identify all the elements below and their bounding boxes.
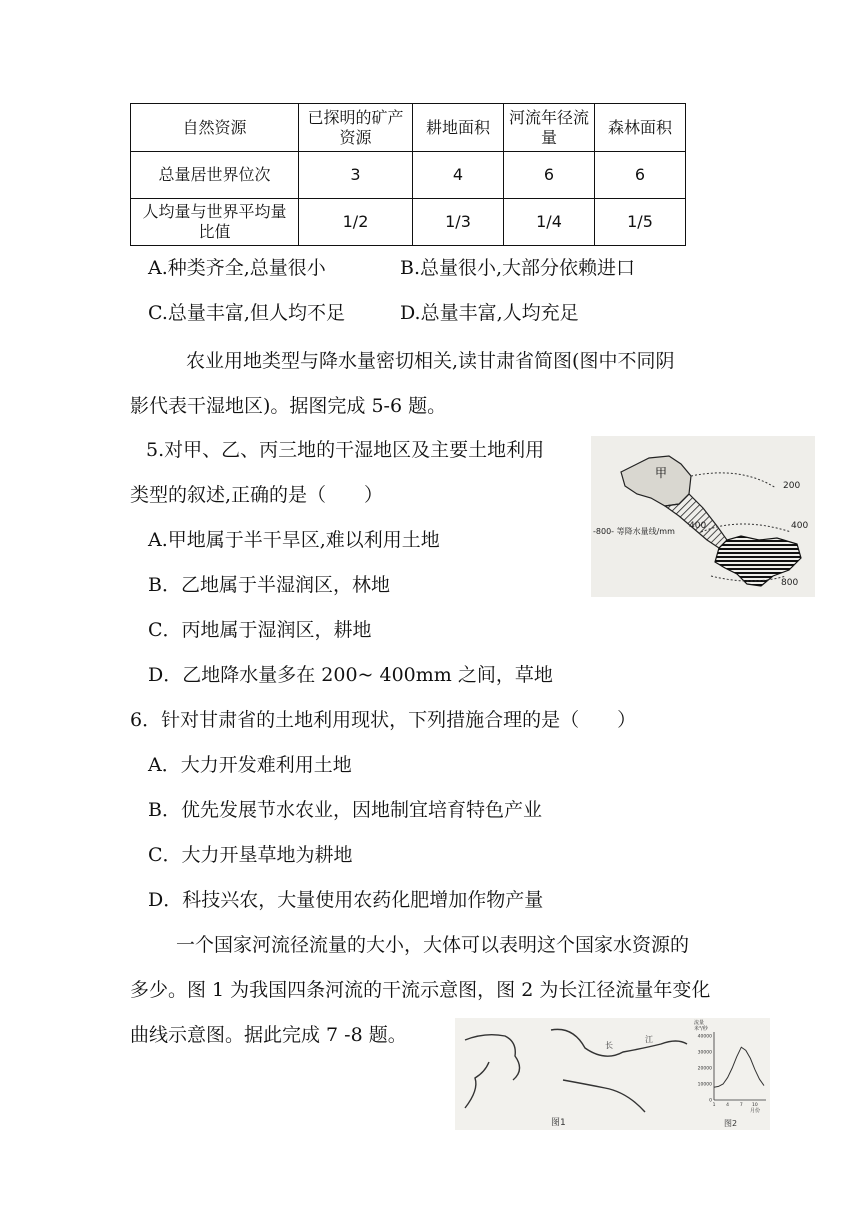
y-axis-label-line1: 流量 <box>694 1020 705 1026</box>
table-header-cell: 已探明的矿产资源 <box>299 104 413 152</box>
q5-stem-line2: 类型的叙述,正确的是（ ） <box>130 484 384 506</box>
y-tick-label: 40000 <box>697 1034 712 1040</box>
isohyet-label: 400 <box>791 521 809 531</box>
q5-stem-line1: 5.对甲、乙、丙三地的干湿地区及主要土地利用 <box>146 439 545 461</box>
q4-option-a: A.种类齐全,总量很小 <box>148 257 326 279</box>
x-tick-label: 4 <box>726 1103 730 1108</box>
x-tick-label: 7 <box>739 1103 743 1108</box>
river-label: 长 <box>605 1041 613 1050</box>
x-tick-label: 1 <box>712 1103 716 1108</box>
isohyet-label: 400 <box>689 521 707 531</box>
gansu-map <box>591 436 815 597</box>
q4-option-d: D.总量丰富,人均充足 <box>400 302 579 324</box>
runoff-series-line <box>714 1047 764 1087</box>
river-changjiang <box>551 1029 687 1056</box>
river-yarlung <box>563 1080 645 1112</box>
isohyet-200 <box>691 473 776 488</box>
table-cell: 1/5 <box>595 199 686 246</box>
y-tick-label: 0 <box>709 1098 712 1104</box>
river-heilongjiang <box>465 1035 520 1080</box>
intro-7-8-line1: 一个国家河流径流量的大小，大体可以表明这个国家水资源的 <box>176 934 690 956</box>
x-axis-label: 月份 <box>750 1108 761 1114</box>
q5-option-d: D．乙地降水量多在 200~ 400mm 之间，草地 <box>148 664 553 686</box>
table-header-cell: 耕地面积 <box>413 104 504 152</box>
intro-7-8-line2: 多少。图 1 为我国四条河流的干流示意图，图 2 为长江径流量年变化 <box>130 979 711 1001</box>
table-cell: 人均量与世界平均量比值 <box>131 199 299 246</box>
q6-stem: 6．针对甘肃省的土地利用现状，下列措施合理的是（ ） <box>130 709 637 731</box>
q4-option-c: C.总量丰富,但人均不足 <box>148 302 345 324</box>
q6-option-b: B．优先发展节水农业，因地制宜培育特色产业 <box>148 799 542 821</box>
table-cell: 总量居世界位次 <box>131 152 299 199</box>
y-axis-label-line2: 米³/秒 <box>694 1026 708 1032</box>
q6-option-a: A．大力开发难利用土地 <box>148 754 352 776</box>
fig1-caption: 图1 <box>551 1118 566 1128</box>
q5-option-a: A.甲地属于半干旱区,难以利用土地 <box>148 529 440 551</box>
table-cell: 1/3 <box>413 199 504 246</box>
intro-5-6-line2: 影代表干湿地区)。据图完成 5-6 题。 <box>130 395 447 417</box>
isohyet-label: 800 <box>781 578 799 588</box>
region-jia <box>621 456 691 506</box>
isohyet-label: 200 <box>783 481 801 491</box>
q6-option-d: D．科技兴农，大量使用农药化肥增加作物产量 <box>148 889 544 911</box>
fig2-caption: 图2 <box>724 1119 738 1128</box>
table-header-cell: 河流年径流量 <box>504 104 595 152</box>
table-cell: 1/2 <box>299 199 413 246</box>
table-cell: 4 <box>413 152 504 199</box>
q5-option-b: B．乙地属于半湿润区，林地 <box>148 574 390 596</box>
intro-7-8-line3: 曲线示意图。据此完成 7 -8 题。 <box>130 1024 407 1046</box>
y-tick-label: 20000 <box>697 1066 712 1072</box>
table-cell: 6 <box>504 152 595 199</box>
table-header-cell: 森林面积 <box>595 104 686 152</box>
river-songhua <box>465 1062 489 1108</box>
y-tick-label: 30000 <box>697 1050 712 1056</box>
river-label: 江 <box>645 1035 653 1044</box>
map-legend: -800- 等降水量线/mm <box>593 527 675 536</box>
q6-option-c: C．大力开垦草地为耕地 <box>148 844 353 866</box>
q4-option-b: B.总量很小,大部分依赖进口 <box>400 257 636 279</box>
table-cell: 6 <box>595 152 686 199</box>
y-tick-label: 10000 <box>697 1082 712 1088</box>
table-header-cell: 自然资源 <box>131 104 299 152</box>
river-figure-1 <box>455 1018 690 1130</box>
resource-table <box>130 103 686 246</box>
table-cell: 1/4 <box>504 199 595 246</box>
x-tick-label: 10 <box>752 1103 758 1108</box>
q5-option-c: C．丙地属于湿润区，耕地 <box>148 619 372 641</box>
intro-5-6-line1: 农业用地类型与降水量密切相关,读甘肃省简图(图中不同阴 <box>186 350 675 372</box>
table-cell: 3 <box>299 152 413 199</box>
label-jia: 甲 <box>655 466 668 480</box>
runoff-chart <box>690 1018 770 1130</box>
